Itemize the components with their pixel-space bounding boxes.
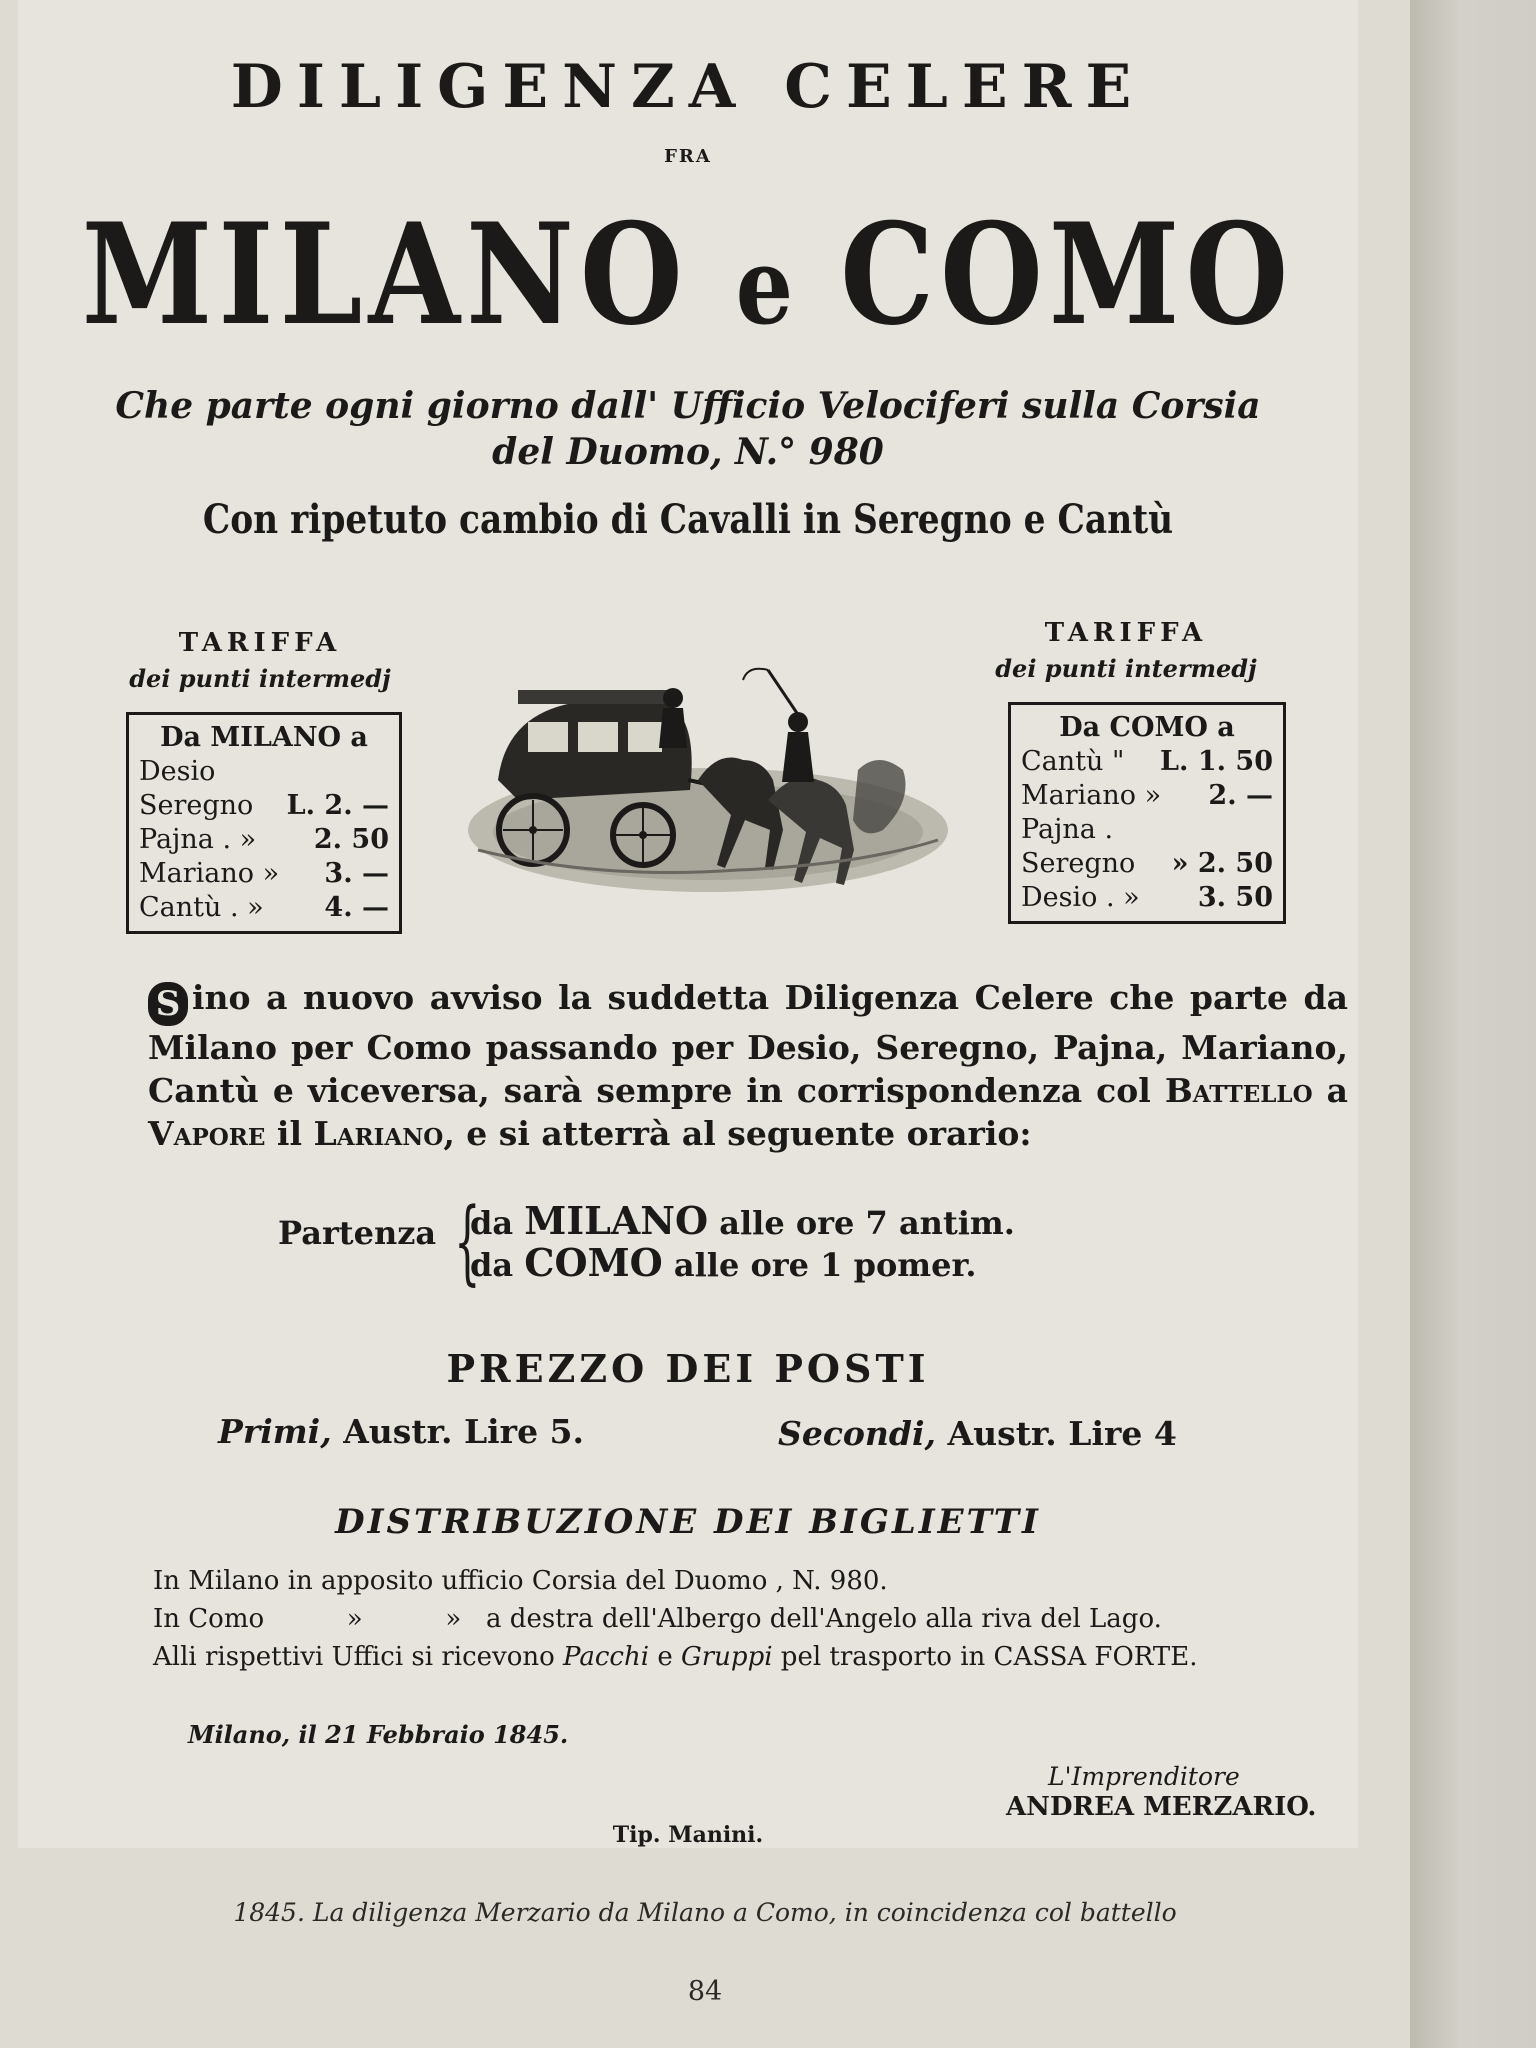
poster-fra: FRA (664, 146, 712, 167)
tariff-right-title: Da COMO a (1059, 712, 1235, 743)
poster-subtitle: Che parte ogni giorno dall' Ufficio Velociferi sulla Corsia del Duomo, N.° 980 (115, 385, 1261, 473)
tariff-left-heading: TARIFFA (178, 628, 342, 658)
tariff-left-row (139, 755, 389, 789)
tariff-left-price: L. 2. — (286, 790, 389, 821)
paragraph-lariano: Lariano (313, 1114, 444, 1153)
book-edge (1410, 0, 1536, 2048)
dist3-e: e (649, 1642, 681, 1672)
dist3-b: pel trasporto in CASSA FORTE. (772, 1642, 1198, 1672)
tariff-left-title: Da MILANO a (160, 722, 368, 753)
dep1-city: MILANO (524, 1198, 709, 1243)
tariff-left-place: Seregno (139, 790, 254, 821)
price-secondi-label: Secondi, (778, 1414, 937, 1453)
partenza-label: Partenza (278, 1214, 437, 1252)
tipografia: Tip. Manini. (612, 1822, 764, 1848)
price-secondi (778, 1414, 1177, 1453)
tariff-left-price: 3. — (324, 858, 389, 889)
paragraph-text-d: , e si atterrà al seguente orario: (443, 1114, 1032, 1153)
tariff-right-row (1021, 847, 1273, 881)
tariff-right-subheading: dei punti intermedj (995, 654, 1257, 683)
tariff-right-row (1021, 779, 1273, 813)
tariff-left-row (139, 857, 389, 891)
poster (18, 0, 1358, 1848)
notice-paragraph (148, 976, 1348, 1155)
distribuzione-line-2: In Como » » a destra dell'Albergo dell'Angelo alla riva del Lago. (153, 1604, 1162, 1634)
distribuzione-line-1: In Milano in apposito ufficio Corsia del Duomo , N. 980. (153, 1566, 888, 1596)
paragraph-text-a: ino a nuovo avviso la suddetta Diligenza Celere che parte da Milano per Como passando per Desio, Seregno, Pajna, Mariano, Cantù e viceversa, sarà sempre in corrispondenza col (148, 978, 1348, 1110)
dep1-pre: da (470, 1204, 514, 1242)
dist3-gruppi: Gruppi (680, 1642, 773, 1672)
tariff-left-row (139, 789, 389, 823)
tariff-right-heading: TARIFFA (1044, 618, 1208, 648)
tariff-right-row (1021, 813, 1273, 847)
tariff-left-place: Cantù . » (139, 892, 264, 923)
tariff-right-price: 2. — (1208, 780, 1273, 811)
dep2-city: COMO (524, 1240, 663, 1285)
tariff-right-place: Cantù " (1021, 746, 1125, 777)
poster-title: DILIGENZA CELERE (230, 52, 1146, 122)
figure-caption: 1845. La diligenza Merzario da Milano a Como, in coincidenza col battello (233, 1898, 1177, 1927)
distribuzione-title: DISTRIBUZIONE DEI BIGLIETTI (335, 1502, 1041, 1542)
stagecoach-engraving-icon (458, 660, 958, 910)
tariff-left-place: Pajna . » (139, 824, 257, 855)
poster-subtitle-cambio: Con ripetuto cambio di Cavalli in Seregno e Cantù (202, 496, 1174, 543)
tariff-left-place: Mariano » (139, 858, 280, 889)
dep2-pre: da (470, 1246, 514, 1284)
tariff-right-box (1008, 702, 1286, 924)
dep2-post: alle ore 1 pomer. (673, 1246, 977, 1284)
paragraph-vapore: Vapore (148, 1114, 266, 1153)
imprenditore-label: L'Imprenditore (1048, 1762, 1240, 1791)
tariff-right-price: L. 1. 50 (1160, 746, 1273, 777)
prezzo-title: PREZZO DEI POSTI (446, 1346, 930, 1391)
tariff-left-subheading: dei punti intermedj (129, 664, 391, 693)
distribuzione-line-3 (153, 1642, 1197, 1672)
dropcap: S (148, 982, 188, 1026)
title-como: COMO (840, 192, 1295, 357)
price-primi-value: Austr. Lire 5. (343, 1412, 585, 1451)
tariff-left-box (126, 712, 402, 934)
tariff-right-row (1021, 881, 1273, 915)
tariff-right-place: Pajna . (1021, 814, 1114, 845)
tariff-right-place: Mariano » (1021, 780, 1162, 811)
tariff-right-place: Seregno (1021, 848, 1136, 879)
tariff-left-price: 4. — (324, 892, 389, 923)
brace-icon: { (454, 1188, 481, 1295)
poster-date: Milano, il 21 Febbraio 1845. (188, 1720, 569, 1749)
departure-milano (470, 1198, 1015, 1243)
tariff-left-row (139, 891, 389, 925)
tariff-left-price: 2. 50 (313, 824, 389, 855)
imprenditore-name: ANDREA MERZARIO. (1006, 1792, 1317, 1822)
departure-como (470, 1240, 977, 1285)
price-primi-label: Primi, (218, 1412, 332, 1451)
title-milano: MILANO (81, 192, 689, 357)
tariff-right-row (1021, 745, 1273, 779)
tariff-right-price: » 2. 50 (1171, 848, 1273, 879)
tariff-left-place: Desio (139, 756, 216, 787)
price-primi (218, 1412, 584, 1451)
tariff-right-place: Desio . » (1021, 882, 1140, 913)
poster-main-title (18, 192, 1358, 356)
page-number: 84 (687, 1976, 723, 2007)
paragraph-text-c: il (265, 1114, 314, 1153)
dep1-post: alle ore 7 antim. (719, 1204, 1015, 1242)
paragraph-battello: Battello (1164, 1071, 1313, 1110)
tariff-right-price: 3. 50 (1197, 882, 1273, 913)
price-secondi-value: Austr. Lire 4 (947, 1414, 1177, 1453)
tariff-left-row (139, 823, 389, 857)
dist3-pacchi: Pacchi (563, 1642, 650, 1672)
title-e: e (735, 223, 794, 349)
dist3-a: Alli rispettivi Uffici si ricevono (153, 1642, 564, 1672)
paragraph-text-b: a (1312, 1071, 1349, 1110)
